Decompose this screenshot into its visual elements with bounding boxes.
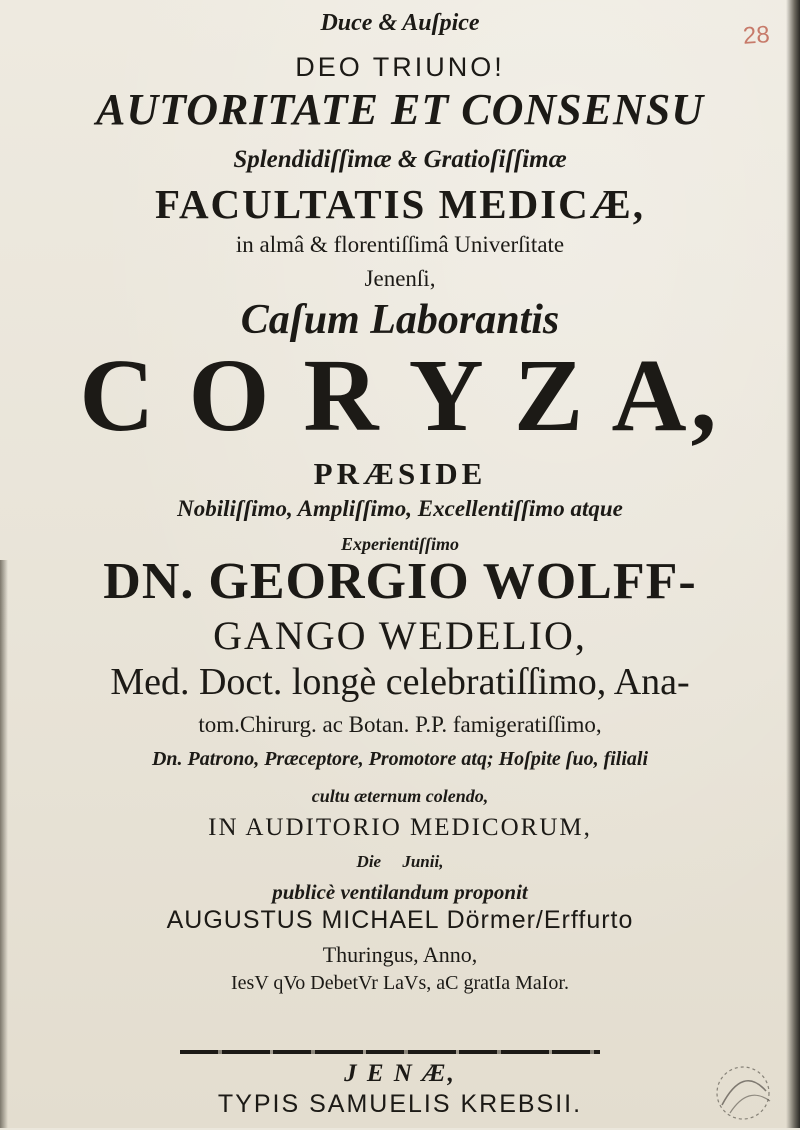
experientissimo-line: Experientiſſimo (341, 534, 459, 554)
date-line: Die Junii, (356, 852, 444, 871)
folio-number: 28 (742, 21, 771, 50)
praeses-titles-line-1: Med. Doct. longè celebratiſſimo, Ana- (110, 661, 690, 703)
praeses-epithets-line: Nobiliſſimo, Ampliſſimo, Excellentiſſimo atque (177, 496, 623, 521)
praeses-titles-line-2: tom.Chirurg. ac Botan. P.P. famigeratiſſimo, (198, 712, 602, 737)
library-stamp (708, 1055, 778, 1125)
place-line: J E N Æ, (344, 1060, 456, 1087)
praeside-line: PRÆSIDE (313, 456, 487, 491)
praeses-name-line-2: GANGO WEDELIO, (213, 613, 587, 658)
coryza-title: C O R Y Z A, (79, 338, 721, 453)
ornamental-rule (180, 1050, 600, 1054)
cultu-line: cultu æternum colendo, (311, 786, 489, 806)
thuringus-line: Thuringus, Anno, (322, 942, 478, 967)
deo-triuno-line: DEO TRIUNO! (295, 52, 505, 82)
proponit-line: publicè ventilandum proponit (272, 880, 528, 904)
respondent-line: AUGUSTUS MICHAEL Dörmer/Erffurto (166, 906, 634, 934)
autoritate-line: AUTORITATE ET CONSENSU (95, 85, 704, 134)
dedication-line: Dn. Patrono, Præceptore, Promotore atq; Hoſpite ſuo, filiali (151, 748, 649, 770)
praeses-name-line-1: DN. GEORGIO WOLFF- (103, 553, 697, 610)
universitate-line: in almâ & florentiſſimâ Univerſitate (235, 232, 565, 257)
stamp-mark (708, 1055, 778, 1125)
chronogram-line: IesV qVo DebetVr LaVs, aC gratIa MaIor. (231, 972, 569, 994)
invocation-line: Duce & Auſpice (320, 10, 480, 36)
auditorio-line: IN AUDITORIO MEDICORUM, (208, 814, 592, 841)
facultatis-medicae-line: FACULTATIS MEDICÆ, (154, 181, 646, 227)
printer-line: TYPIS SAMUELIS KREBSII. (217, 1090, 583, 1118)
jenensi-line: Jenenſi, (364, 266, 436, 291)
casum-laborantis-line: Caſum Laborantis (240, 297, 560, 343)
splendidissimae-line: Splendidiſſimæ & Gratioſiſſimæ (233, 146, 567, 173)
